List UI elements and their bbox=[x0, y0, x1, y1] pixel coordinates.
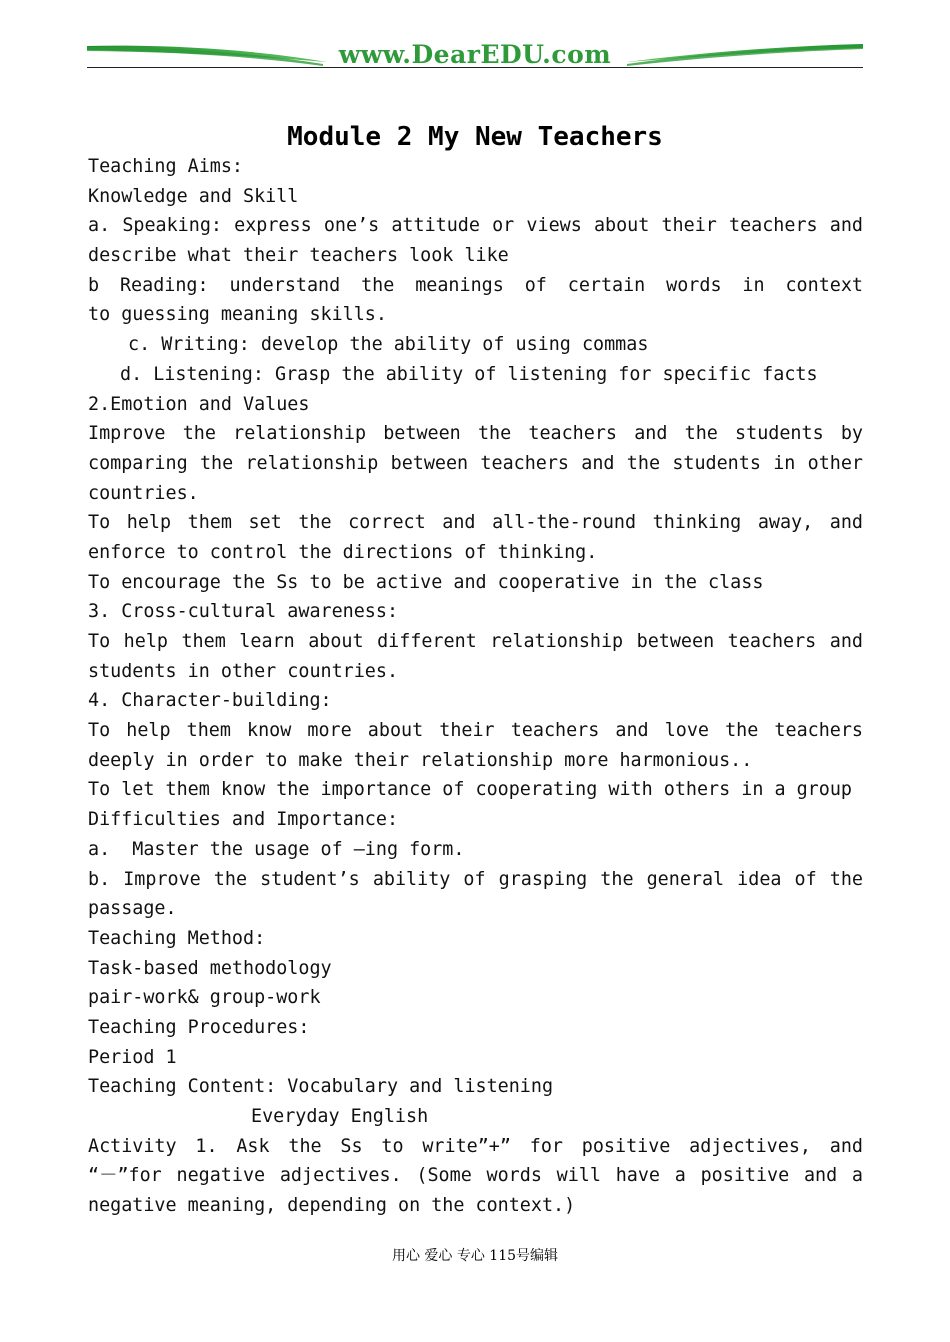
body-line: deeply in order to make their relationship more harmonious.. bbox=[88, 749, 753, 771]
body-line: To let them know the importance of cooperating with others in a group bbox=[88, 779, 852, 801]
site-url-logo: www.DearEDU.com bbox=[338, 40, 612, 69]
body-line: describe what their teachers look like bbox=[88, 245, 509, 267]
body-line: To help them set the correct and all-the-round thinking away, and bbox=[88, 512, 863, 534]
body-line: Teaching Method: bbox=[88, 927, 266, 949]
document-title: Module 2 My New Teachers bbox=[287, 122, 663, 152]
body-line: comparing the relationship between teachers and the students in other bbox=[88, 452, 863, 474]
body-line: 2.Emotion and Values bbox=[88, 393, 310, 415]
body-line: b Reading: understand the meanings of certain words in context bbox=[88, 274, 863, 296]
body-line: students in other countries. bbox=[88, 660, 399, 682]
body-line: Task-based methodology bbox=[88, 957, 332, 979]
page-footer: 用心 爱心 专心 115号编辑 bbox=[391, 1248, 559, 1264]
body-line: Knowledge and Skill bbox=[88, 185, 299, 207]
body-line: pair-work& group-work bbox=[88, 987, 321, 1009]
body-line: b. Improve the student’s ability of grasping the general idea of the bbox=[88, 868, 863, 890]
body-line: to guessing meaning skills. bbox=[88, 304, 387, 326]
body-line: negative meaning, depending on the context.) bbox=[88, 1195, 576, 1217]
header-divider bbox=[87, 67, 863, 68]
body-line: Teaching Procedures: bbox=[88, 1016, 310, 1038]
body-line: Teaching Content: Vocabulary and listening bbox=[88, 1076, 554, 1098]
body-line: Period 1 bbox=[88, 1046, 177, 1068]
body-line: a. Master the usage of –ing form. bbox=[88, 838, 465, 860]
body-line: 4. Character-building: bbox=[88, 690, 332, 712]
body-line: passage. bbox=[88, 898, 177, 920]
body-line: To encourage the Ss to be active and cooperative in the class bbox=[88, 571, 764, 593]
body-line: Activity 1. Ask the Ss to write”+” for positive adjectives, and bbox=[88, 1135, 863, 1157]
body-line: Difficulties and Importance: bbox=[88, 809, 399, 831]
body-line: enforce to control the directions of thinking. bbox=[88, 541, 598, 563]
body-line: Teaching Aims: bbox=[88, 156, 244, 177]
body-line: c. Writing: develop the ability of using commas bbox=[128, 334, 649, 356]
body-line: d. Listening: Grasp the ability of listening for specific facts bbox=[120, 363, 818, 385]
body-line: Improve the relationship between the teachers and the students by bbox=[88, 423, 863, 445]
body-line: countries. bbox=[88, 482, 199, 504]
body-line: Everyday English bbox=[251, 1106, 429, 1127]
body-line: a. Speaking: express one’s attitude or views about their teachers and bbox=[88, 215, 863, 237]
document-body bbox=[88, 152, 863, 1221]
body-line: “－”for negative adjectives. (Some words will have a positive and a bbox=[88, 1165, 863, 1187]
body-line: 3. Cross-cultural awareness: bbox=[88, 601, 399, 623]
body-line: To help them learn about different relationship between teachers and bbox=[88, 631, 863, 652]
body-line: To help them know more about their teachers and love the teachers bbox=[88, 720, 863, 742]
